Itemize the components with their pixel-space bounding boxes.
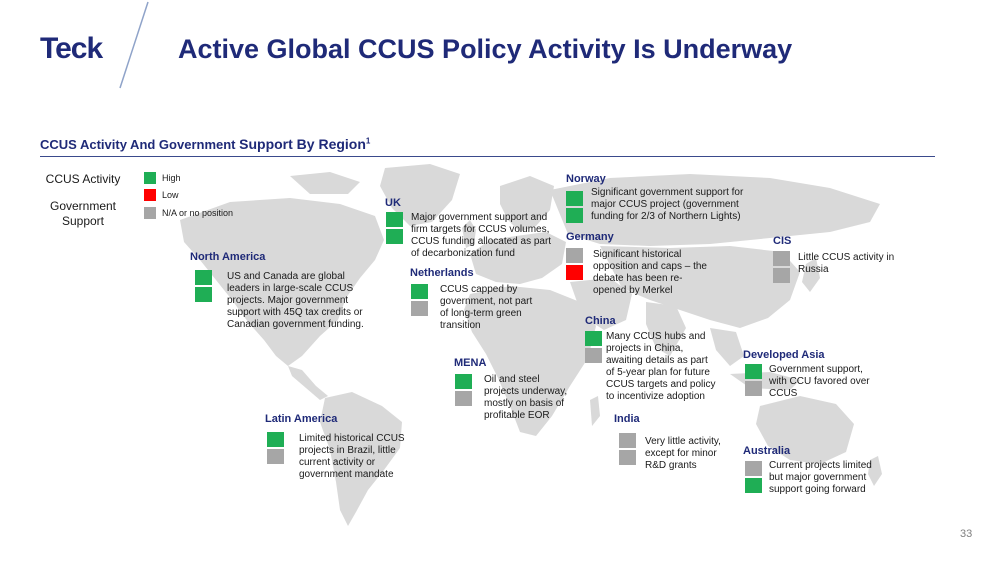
region-indicators-mena (455, 374, 472, 406)
activity-indicator (455, 374, 472, 389)
subtitle-emphasis: Support By Region (239, 136, 366, 152)
legend-item-low (144, 189, 179, 201)
region-desc-australia: Current projects limited but major government support going forward (769, 460, 872, 495)
region-desc-developed-asia: Government support, with CCU favored over CCUS (769, 364, 870, 399)
region-name-latin-america: Latin America (265, 413, 338, 425)
activity-indicator (566, 248, 583, 263)
region-indicators-netherlands (411, 284, 428, 316)
legend-activity-label: CCUS Activity (45, 172, 121, 186)
region-indicators-germany (566, 248, 583, 280)
region-indicators-australia (745, 461, 762, 493)
section-divider (40, 156, 935, 157)
activity-indicator (195, 270, 212, 285)
legend-item-na (144, 207, 233, 219)
region-name-india: India (614, 413, 640, 425)
region-indicators-india (619, 433, 636, 465)
page-title: Active Global CCUS Policy Activity Is Underway (178, 34, 793, 64)
support-indicator (566, 265, 583, 280)
footnote-mark: 1 (365, 136, 371, 146)
support-indicator (411, 301, 428, 316)
activity-indicator (745, 461, 762, 476)
region-name-north-america: North America (190, 251, 266, 263)
region-name-uk: UK (385, 197, 401, 209)
activity-indicator (745, 364, 762, 379)
legend-support-label: Government Support (49, 199, 117, 228)
region-desc-uk: Major government support and firm targets for CCUS volumes, CCUS funding allocated as part of decarbonization fund (411, 212, 552, 259)
region-desc-china: Many CCUS hubs and projects in China, awaiting details as part of 5-year plan for future CCUS targets and policy to incentivize adoption (606, 331, 716, 402)
section-subtitle (40, 136, 370, 152)
support-indicator (195, 287, 212, 302)
region-indicators-cis (773, 251, 790, 283)
region-indicators-uk (386, 212, 403, 244)
legend-label-high: High (162, 173, 181, 183)
region-indicators-china (585, 331, 602, 363)
activity-indicator (585, 331, 602, 346)
region-name-china: China (585, 315, 616, 327)
region-desc-cis: Little CCUS activity in Russia (798, 252, 895, 275)
legend-swatch-na (144, 207, 156, 219)
region-name-norway: Norway (566, 173, 606, 185)
region-indicators-developed-asia (745, 364, 762, 396)
region-desc-germany: Significant historical opposition and caps – the debate has been re-opened by Merkel (593, 249, 707, 296)
support-indicator (585, 348, 602, 363)
support-indicator (386, 229, 403, 244)
activity-indicator (267, 432, 284, 447)
region-desc-latin-america: Limited historical CCUS projects in Brazil, little current activity or government mandate (299, 433, 405, 480)
activity-indicator (386, 212, 403, 227)
support-indicator (566, 208, 583, 223)
legend-swatch-low (144, 189, 156, 201)
legend-label-na: N/A or no position (162, 208, 234, 218)
support-indicator (745, 381, 762, 396)
subtitle-main: CCUS Activity And Government (40, 137, 240, 152)
region-desc-norway: Significant government support for major CCUS project (government funding for 2/3 of Northern Lights) (591, 187, 744, 222)
page-number: 33 (960, 528, 973, 540)
region-name-mena: MENA (454, 357, 487, 369)
activity-indicator (411, 284, 428, 299)
region-indicators-latin-america (267, 432, 284, 464)
activity-indicator (619, 433, 636, 448)
region-desc-north-america: US and Canada are global leaders in large-scale CCUS projects. Major government support with 45Q tax credits or Canadian government funding. (227, 271, 364, 330)
region-indicators-norway (566, 191, 583, 223)
support-indicator (745, 478, 762, 493)
teck-logo: Teck (40, 32, 103, 65)
support-indicator (619, 450, 636, 465)
region-desc-netherlands: CCUS capped by government, not part of long-term green transition (440, 284, 533, 331)
region-name-developed-asia: Developed Asia (743, 349, 825, 361)
logo-slash-divider (112, 0, 152, 90)
legend-label-low: Low (162, 190, 179, 200)
support-indicator (773, 268, 790, 283)
region-name-cis: CIS (773, 235, 792, 247)
region-name-germany: Germany (566, 231, 614, 243)
region-name-australia: Australia (743, 445, 791, 457)
activity-indicator (566, 191, 583, 206)
region-desc-mena: Oil and steel projects underway, mostly on basis of profitable EOR (484, 374, 568, 421)
support-indicator (455, 391, 472, 406)
activity-indicator (773, 251, 790, 266)
region-desc-india: Very little activity, except for minor R&D grants (645, 436, 721, 471)
legend-swatch-high (144, 172, 156, 184)
legend-item-high (144, 172, 181, 184)
support-indicator (267, 449, 284, 464)
region-indicators-north-america (195, 270, 212, 302)
region-name-netherlands: Netherlands (410, 267, 474, 279)
